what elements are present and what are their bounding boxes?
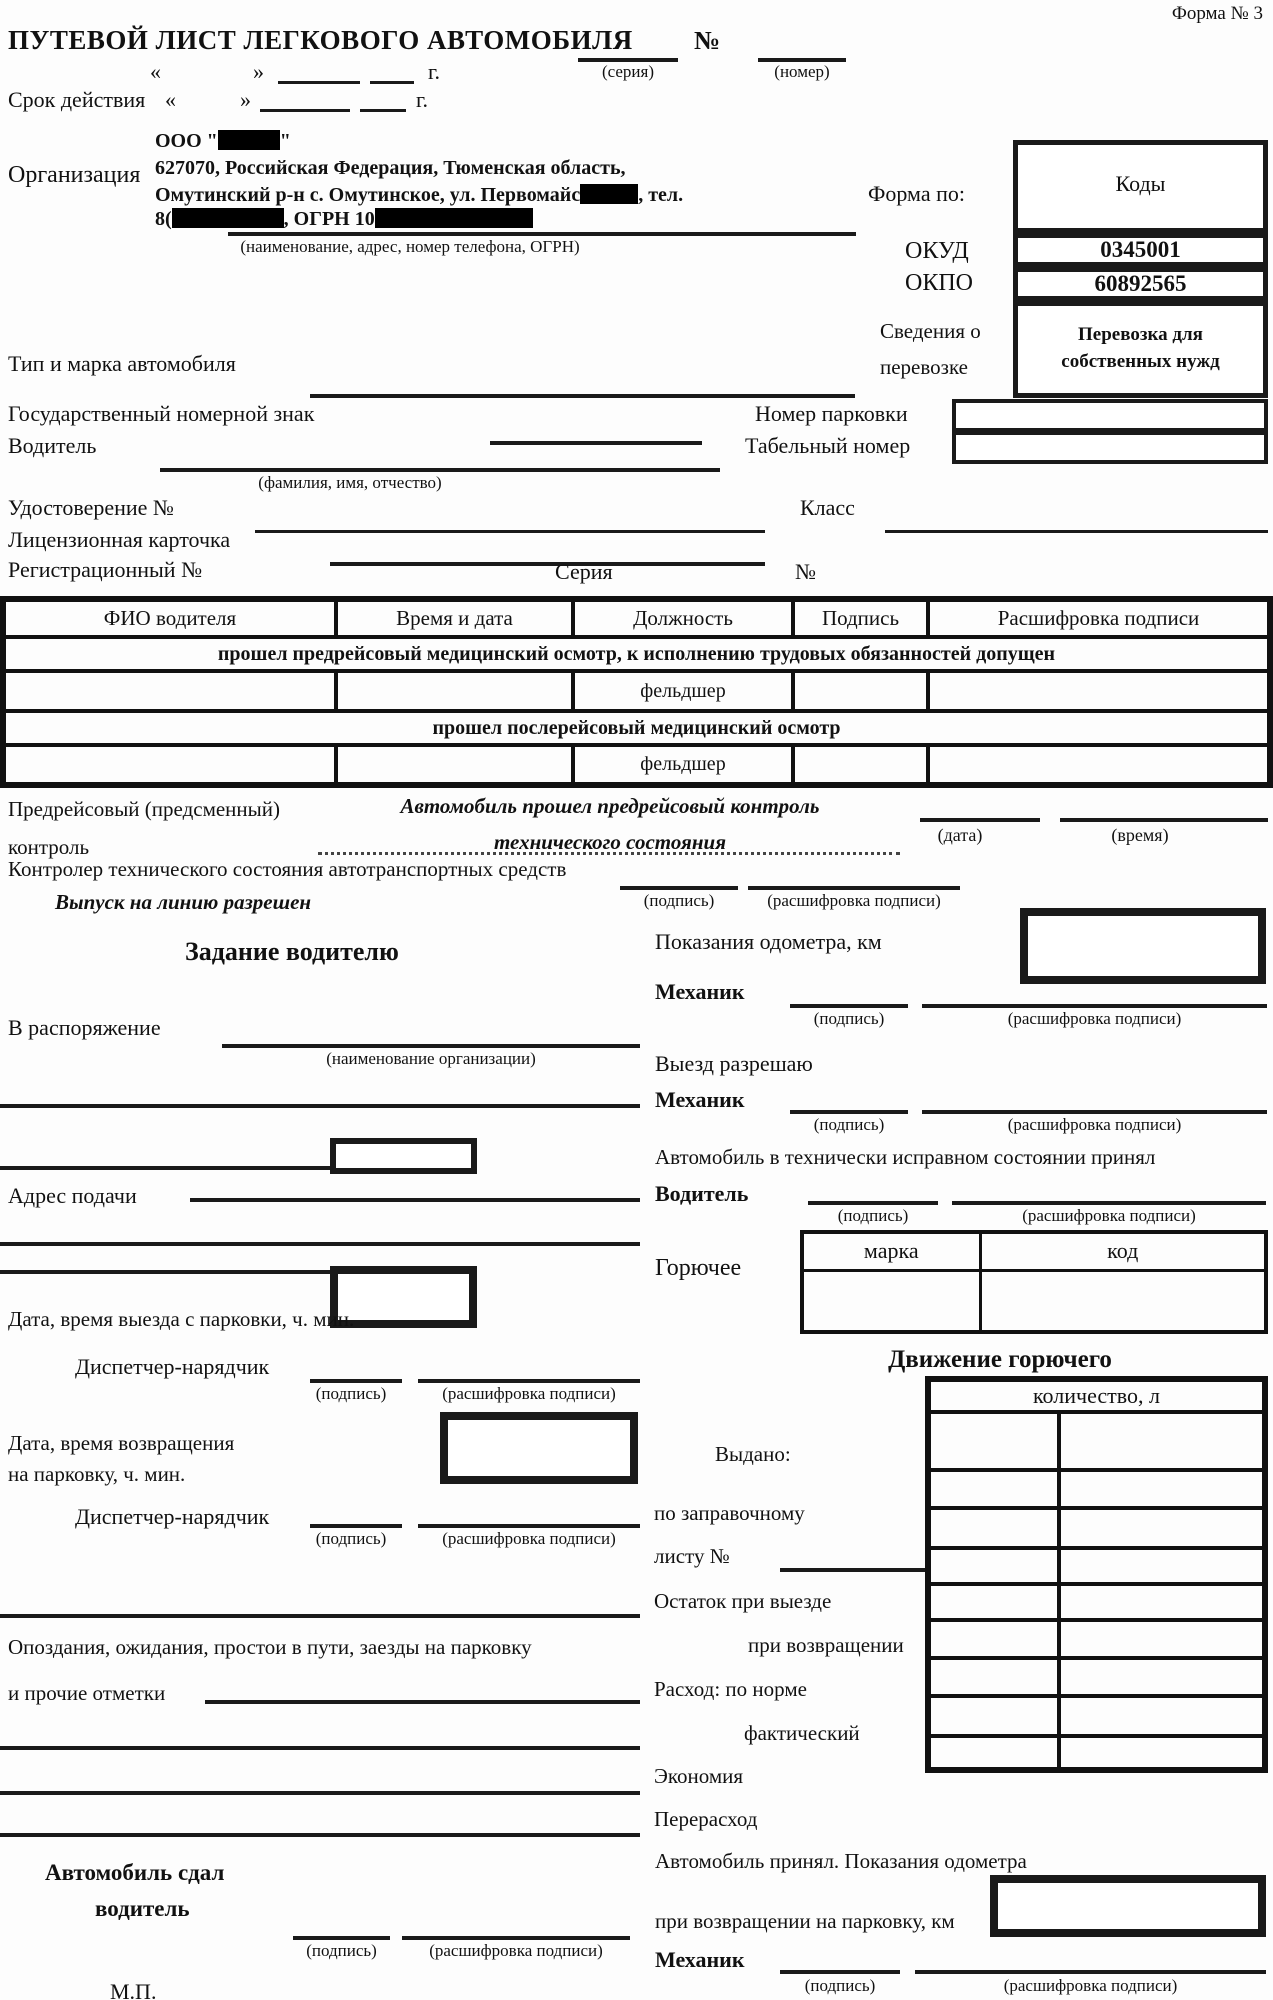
tab-number-label: Табельный номер <box>745 433 911 458</box>
fuel-brand-header: марка <box>802 1232 980 1270</box>
med-cell[interactable] <box>928 671 1270 711</box>
blank-line <box>0 1614 640 1618</box>
fuel-qty-cell[interactable] <box>1059 1658 1265 1696</box>
svedeniya-label-1: Сведения о <box>880 319 981 343</box>
fuel-qty-cell[interactable] <box>1059 1470 1265 1508</box>
plate-line <box>490 441 702 445</box>
control-date-line <box>920 818 1040 822</box>
organization-phone-ogrn: 8( , ОГРН 10 <box>155 208 533 230</box>
vehicle-handover-label-1: Автомобиль сдал <box>45 1860 225 1885</box>
med-cell[interactable] <box>793 671 928 711</box>
dotted-separator <box>318 852 900 855</box>
sign-caption: (подпись) <box>306 1941 377 1960</box>
vehicle-handover-label-2: водитель <box>95 1896 190 1921</box>
fuel-consumption-fact-label: фактический <box>744 1721 860 1745</box>
fuel-qty-cell[interactable] <box>1059 1736 1265 1770</box>
sign-caption: (подпись) <box>315 1529 387 1548</box>
mechanic2-decode-line <box>922 1110 1267 1114</box>
sign-decode-caption: (расшифровка подписи) <box>1007 1009 1182 1028</box>
controller-sign-line <box>620 886 738 890</box>
address-label: Адрес подачи <box>8 1183 137 1208</box>
fuel-qty-cell[interactable] <box>1059 1548 1265 1584</box>
fuel-qty-cell[interactable] <box>1059 1696 1265 1736</box>
fuel-quantity-table <box>925 1376 1268 1773</box>
class-line <box>885 530 1268 533</box>
sign-decode-caption: (расшифровка подписи) <box>442 1529 616 1548</box>
driver-decode-line <box>952 1201 1266 1205</box>
handover-decode-line <box>402 1936 630 1940</box>
mechanic-label: Механик <box>655 1947 745 1972</box>
time-caption: (время) <box>1111 825 1169 845</box>
odometer-label: Показания одометра, км <box>655 929 882 954</box>
date-open-quote: « <box>150 59 161 84</box>
v-rasporyazhenie-label: В распоряжение <box>8 1015 161 1040</box>
med-header-position: Должность <box>573 599 793 637</box>
license-line <box>255 530 765 533</box>
license-card-line <box>330 562 765 566</box>
fuel-label: Горючее <box>655 1255 742 1281</box>
med-feldsher-cell: фельдшер <box>573 671 793 711</box>
med-cell[interactable] <box>928 745 1270 785</box>
return-time-box[interactable] <box>440 1412 638 1484</box>
date-year-abbr: г. <box>428 59 441 84</box>
fuel-brand-cell[interactable] <box>802 1270 980 1332</box>
organization-address-2: Омутинский р-н с. Омутинское, ул. Первомайс , тел. <box>155 184 684 206</box>
license-card-label: Лицензионная карточка <box>8 527 231 552</box>
refuel-sheet-line <box>780 1568 925 1572</box>
organization-label: Организация <box>8 162 141 188</box>
address-line <box>190 1198 640 1202</box>
medical-table <box>0 596 1273 788</box>
fuel-rest-departure-label: Остаток при выезде <box>654 1589 832 1613</box>
number-sign: № <box>694 26 721 55</box>
driver-sign-label: Водитель <box>655 1181 749 1206</box>
date-caption: (дата) <box>937 825 983 845</box>
year-blank-line <box>370 81 414 84</box>
sign-decode-caption: (расшифровка подписи) <box>1022 1206 1196 1225</box>
svedeniya-label-2: перевозке <box>880 355 968 379</box>
med-cell[interactable] <box>793 745 928 785</box>
accepted-label: Автомобиль в технически исправном состоянии принял <box>655 1145 1156 1169</box>
med-cell[interactable] <box>336 671 573 711</box>
mechanic-sign-line <box>790 1004 908 1008</box>
validity-date-line <box>260 109 350 112</box>
passed-control-text-1: Автомобиль прошел предрейсовый контроль <box>400 794 820 818</box>
controller-decode-line <box>748 886 960 890</box>
fuel-code-cell[interactable] <box>980 1270 1266 1332</box>
med-header-sign: Подпись <box>793 599 928 637</box>
driver-task-title: Задание водителю <box>185 937 399 966</box>
blank-line <box>0 1270 330 1274</box>
forma-po-label: Форма по: <box>868 181 965 206</box>
fuel-refuel-sheet-label-2: листу № <box>654 1544 730 1568</box>
validity-close-quote: » <box>240 87 251 112</box>
on-return-label: при возвращении на парковку, км <box>655 1909 955 1933</box>
redaction-box <box>580 184 638 204</box>
med-header-time: Время и дата <box>336 599 573 637</box>
fuel-issued-label: Выдано: <box>715 1442 791 1466</box>
fuel-qty-cell[interactable] <box>928 1658 1059 1696</box>
dispatcher-decode-line <box>418 1379 640 1383</box>
blank-line <box>0 1104 640 1108</box>
okpo-value: 60892565 <box>1094 271 1187 296</box>
validity-label: Срок действия <box>8 87 146 112</box>
fuel-qty-cell[interactable] <box>1059 1584 1265 1620</box>
passed-control-text-2: технического состояния <box>493 830 727 854</box>
redaction-box <box>375 208 533 228</box>
driver-sign-line <box>808 1201 938 1205</box>
sign-decode-caption: (расшифровка подписи) <box>767 891 941 910</box>
fuel-qty-cell[interactable] <box>928 1696 1059 1736</box>
med-header-decode: Расшифровка подписи <box>928 599 1270 637</box>
sign-caption: (подпись) <box>315 1384 387 1403</box>
organization-caption: (наименование, адрес, номер телефона, ОГРН) <box>240 237 580 256</box>
mechanic-label: Механик <box>655 1087 745 1112</box>
no-label: № <box>795 559 816 584</box>
fuel-brand-table <box>800 1230 1268 1334</box>
pretrip-control-label-2: контроль <box>8 835 90 859</box>
seria-caption: (серия) <box>601 62 655 81</box>
med-cell[interactable] <box>3 745 336 785</box>
perevozka-box <box>1013 301 1268 398</box>
okud-label: ОКУД <box>905 238 969 264</box>
perevozka-text-1: Перевозка для <box>1078 324 1203 345</box>
driver-fio-caption: (фамилия, имя, отчество) <box>258 473 442 492</box>
mechanic-label: Механик <box>655 979 745 1004</box>
return-odometer-box[interactable] <box>990 1875 1266 1937</box>
release-allowed-label: Выпуск на линию разрешен <box>55 890 312 914</box>
nomer-caption: (номер) <box>774 62 830 81</box>
organization-name: ООО " " <box>155 130 291 152</box>
license-label: Удостоверение № <box>8 495 174 520</box>
blank-line <box>0 1791 640 1795</box>
kody-label: Коды <box>1115 171 1166 196</box>
return-label-2: на парковку, ч. мин. <box>8 1462 186 1486</box>
fuel-refuel-sheet-label-1: по заправочному <box>654 1501 805 1525</box>
validity-open-quote: « <box>165 87 176 112</box>
stamp-place-label: М.П. <box>110 1979 157 2000</box>
mechanic2-sign-line <box>790 1110 908 1114</box>
seria-label: Серия <box>555 559 613 584</box>
fuel-qty-cell[interactable] <box>928 1584 1059 1620</box>
odometer-value-box[interactable] <box>1020 908 1266 984</box>
redaction-box <box>218 130 280 150</box>
med-cell[interactable] <box>336 745 573 785</box>
parking-value-box[interactable] <box>952 399 1268 432</box>
sign-decode-caption: (расшифровка подписи) <box>429 1941 603 1960</box>
fuel-qty-cell[interactable] <box>1059 1620 1265 1658</box>
qty-header: количество, л <box>928 1379 1265 1412</box>
med-pretrip-row: прошел предрейсовый медицинский осмотр, к исполнению трудовых обязанностей допущен <box>3 637 1270 671</box>
sign-caption: (подпись) <box>837 1206 909 1225</box>
org-name-caption: (наименование организации) <box>326 1049 536 1068</box>
med-cell[interactable] <box>3 671 336 711</box>
redaction-box <box>172 208 284 228</box>
departure-label: Дата, время выезда с парковки, ч. мин. <box>8 1307 355 1331</box>
fuel-overrun-label: Перерасход <box>654 1807 758 1831</box>
fuel-qty-cell[interactable] <box>928 1736 1059 1770</box>
fuel-qty-cell[interactable] <box>1059 1412 1265 1470</box>
small-field-box[interactable] <box>330 1138 477 1174</box>
handover-sign-line <box>293 1936 390 1940</box>
parking-label: Номер парковки <box>755 401 908 426</box>
date-close-quote: » <box>253 59 264 84</box>
pretrip-control-label-1: Предрейсовый (предсменный) <box>8 797 280 821</box>
controller-label: Контролер технического состояния автотранспортных средств <box>8 857 567 881</box>
plate-label: Государственный номерной знак <box>8 401 315 426</box>
form-number-note: Форма № 3 <box>1171 3 1263 24</box>
driver-line <box>160 468 720 472</box>
blank-line <box>0 1242 640 1246</box>
sign-caption: (подпись) <box>813 1115 885 1134</box>
date-blank-line <box>278 81 360 84</box>
sign-caption: (подпись) <box>813 1009 885 1028</box>
med-posttrip-row: прошел послерейсовый медицинский осмотр <box>3 711 1270 745</box>
blank-line <box>0 1166 330 1170</box>
med-header-fio: ФИО водителя <box>3 599 336 637</box>
validity-year-line <box>360 109 406 112</box>
fuel-qty-cell[interactable] <box>928 1620 1059 1658</box>
fuel-movement-title: Движение горючего <box>888 1346 1112 1373</box>
fuel-consumption-norm-label: Расход: по норме <box>654 1677 807 1701</box>
fuel-qty-cell[interactable] <box>1059 1508 1265 1548</box>
okpo-label: ОКПО <box>905 270 974 296</box>
mechanic-decode-line <box>922 1004 1267 1008</box>
med-feldsher-cell: фельдшер <box>573 745 793 785</box>
fuel-qty-cell[interactable] <box>928 1412 1059 1470</box>
reg-number-label: Регистрационный № <box>8 557 203 582</box>
fuel-economy-label: Экономия <box>654 1764 744 1788</box>
organization-address-1: 627070, Российская Федерация, Тюменская область, <box>155 157 626 179</box>
sign-decode-caption: (расшифровка подписи) <box>1003 1976 1178 1995</box>
fuel-qty-cell[interactable] <box>928 1508 1059 1548</box>
class-label: Класс <box>800 495 855 520</box>
validity-year-abbr: г. <box>416 87 429 112</box>
okud-value: 0345001 <box>1100 237 1181 262</box>
dispatcher2-sign-line <box>310 1524 402 1528</box>
accepted-odometer-label: Автомобиль принял. Показания одометра <box>655 1849 1027 1873</box>
dispatcher2-decode-line <box>418 1524 640 1528</box>
fuel-code-header: код <box>980 1232 1266 1270</box>
mechanic3-decode-line <box>915 1970 1266 1974</box>
sign-decode-caption: (расшифровка подписи) <box>1007 1115 1182 1134</box>
sign-decode-caption: (расшифровка подписи) <box>442 1384 616 1403</box>
tab-number-box[interactable] <box>952 431 1268 464</box>
blank-line <box>0 1833 640 1837</box>
driver-label: Водитель <box>8 433 97 458</box>
delays-label-2: и прочие отметки <box>8 1681 166 1705</box>
vehicle-type-line <box>310 394 855 398</box>
blank-line <box>0 1746 640 1750</box>
org-name-line <box>222 1044 640 1048</box>
dispatcher-label: Диспетчер-нарядчик <box>75 1504 270 1529</box>
fuel-qty-cell[interactable] <box>928 1548 1059 1584</box>
mechanic3-sign-line <box>780 1970 900 1974</box>
return-label-1: Дата, время возвращения <box>8 1431 235 1455</box>
perevozka-text-2: собственных нужд <box>1061 351 1220 372</box>
organization-underline <box>228 232 856 236</box>
sign-caption: (подпись) <box>804 1976 876 1995</box>
blank-line <box>205 1700 640 1704</box>
departure-allowed-label: Выезд разрешаю <box>655 1051 813 1076</box>
dispatcher-label: Диспетчер-нарядчик <box>75 1354 270 1379</box>
delays-label-1: Опоздания, ожидания, простои в пути, заезды на парковку <box>8 1635 532 1659</box>
control-time-line <box>1060 818 1268 822</box>
vehicle-type-label: Тип и марка автомобиля <box>8 351 236 376</box>
fuel-rest-return-label: при возвращении <box>748 1633 904 1657</box>
fuel-qty-cell[interactable] <box>928 1470 1059 1508</box>
page-title: ПУТЕВОЙ ЛИСТ ЛЕГКОВОГО АВТОМОБИЛЯ <box>8 25 633 55</box>
sign-caption: (подпись) <box>643 891 715 910</box>
dispatcher-sign-line <box>310 1379 402 1383</box>
